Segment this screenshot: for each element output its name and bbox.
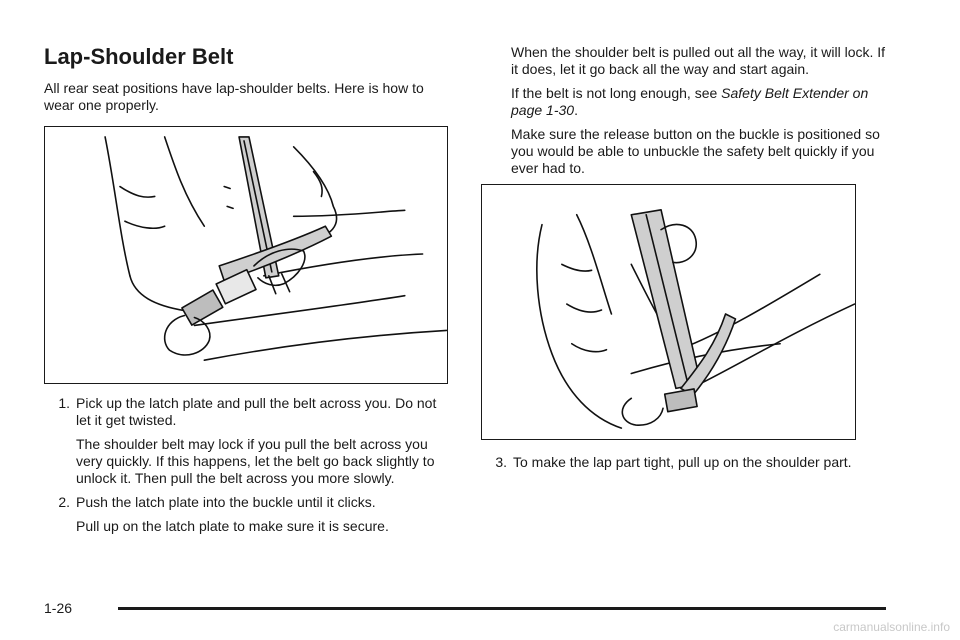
page-footer [44,598,886,618]
step-number: 1. [58,395,70,411]
pull-shoulder-illustration [482,185,855,439]
left-column [44,44,448,535]
step-1 [44,395,448,429]
release-button-paragraph: Make sure the release button on the buckle is positioned so you would be able to unbuckle the safety belt quickly if you ever had to. [511,126,880,176]
extender-prefix: If the belt is not long enough, see [511,85,722,101]
watermark: carmanualsonline.info [833,620,950,634]
belt-across-illustration [45,127,447,383]
step-text: Push the latch plate into the buckle until it clicks. [76,494,376,510]
step-1-note: The shoulder belt may lock if you pull the belt across you very quickly. If this happens, let the belt go back slightly to unlock it. Then pull the belt across you more slowly. [76,436,435,486]
step-text: Pick up the latch plate and pull the belt across you. Do not let it get twisted. [76,395,437,428]
extender-paragraph [511,85,886,119]
intro-paragraph: All rear seat positions have lap-shoulder belts. Here is how to wear one properly. [44,80,424,113]
step-2-note: Pull up on the latch plate to make sure it is secure. [76,518,389,534]
page-title: Lap-Shoulder Belt [44,44,234,69]
step-number: 2. [58,494,70,510]
page-number: 1-26 [44,600,73,616]
footer-rule [118,607,886,610]
figure-latch-plate [44,126,448,384]
lock-paragraph: When the shoulder belt is pulled out all the way, it will lock. If it does, let it go back all the way and start again. [511,44,886,77]
step-3 [481,454,886,471]
step-2 [44,494,448,511]
step-number: 3. [495,454,507,470]
extender-suffix: . [574,102,578,118]
figure-tighten-lap [481,184,856,440]
right-column [495,44,886,471]
step-text: To make the lap part tight, pull up on the shoulder part. [513,454,852,470]
extender-reference: Safety Belt Extender on page 1-30 [511,85,869,118]
